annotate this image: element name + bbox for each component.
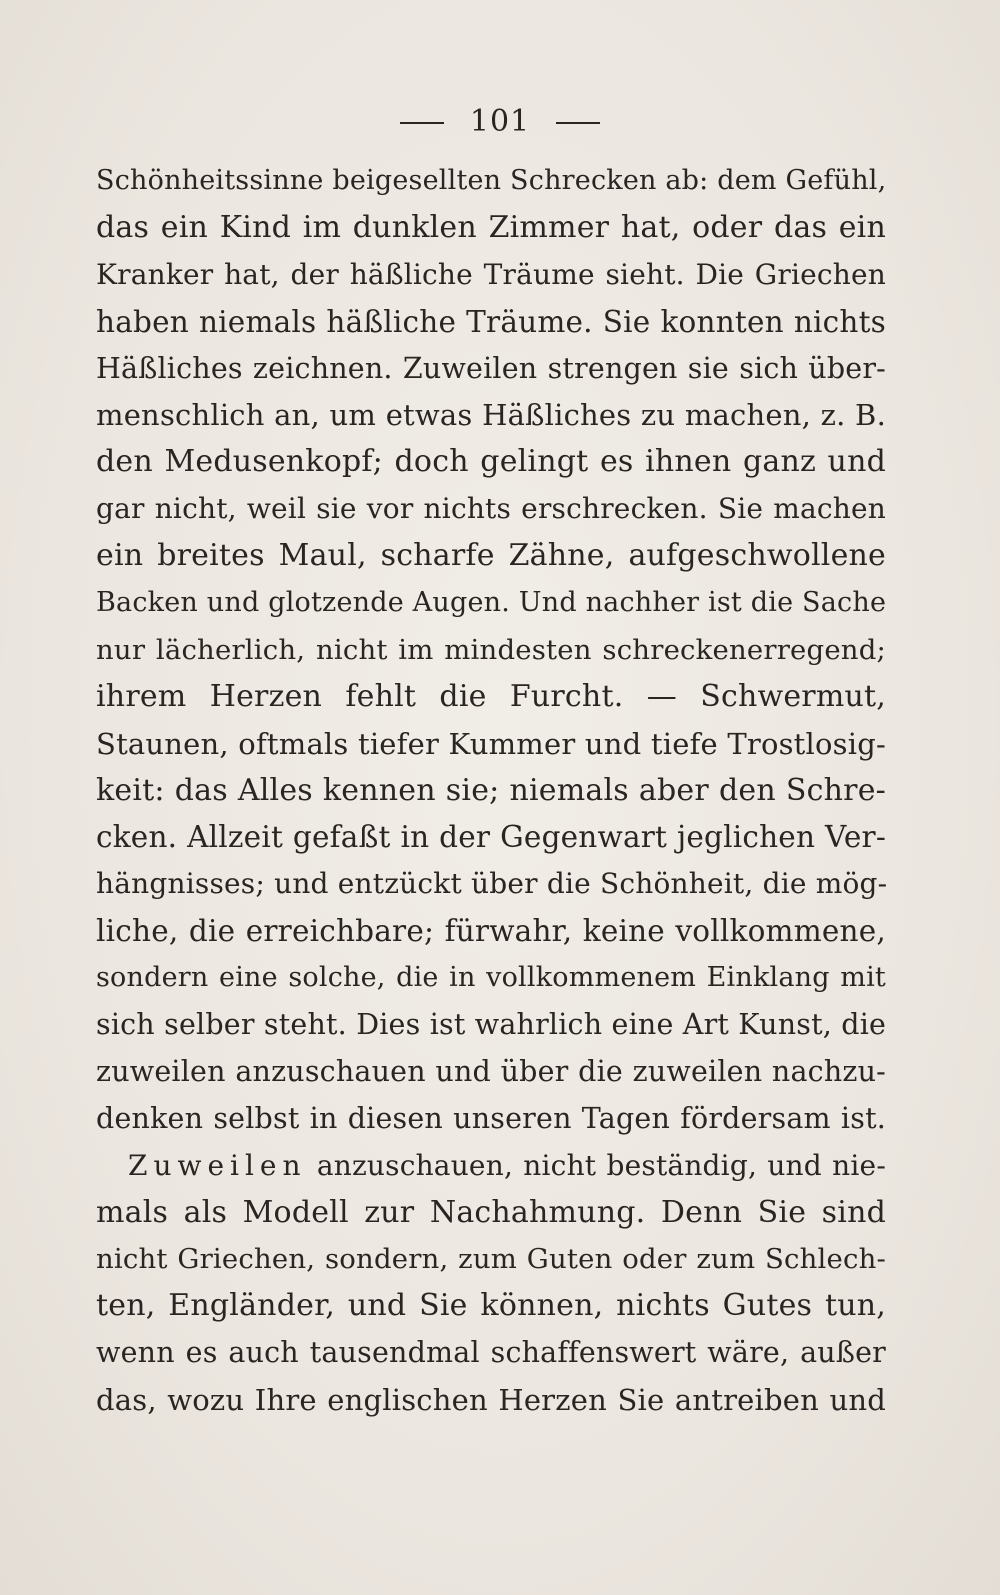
text-line: haben niemals häßliche Träume. Sie konnten nichts xyxy=(96,304,886,339)
text-line: wenn es auch tausendmal schaffenswert wäre, außer xyxy=(96,1336,886,1370)
text-line: mals als Modell zur Nachahmung. Denn Sie sind xyxy=(96,1194,886,1230)
paragraph-first-line xyxy=(96,1143,886,1190)
page-body-text xyxy=(96,158,886,1424)
text-line: nicht Griechen, sondern, zum Guten oder zum Schlech- xyxy=(96,1243,886,1276)
text-line: denken selbst in diesen unseren Tagen fördersam ist. xyxy=(96,1101,886,1135)
text-line: ihrem Herzen fehlt die Furcht. — Schwermut, xyxy=(96,678,886,714)
text-line: nur lächerlich, nicht im mindesten schreckenerregend; xyxy=(96,633,886,666)
text-line: zuweilen anzuschauen und über die zuweilen nachzu- xyxy=(96,1054,886,1088)
text-line: menschlich an, um etwas Häßliches zu machen, z. B. xyxy=(96,398,886,433)
header-dash-right xyxy=(556,122,600,124)
text-line: Kranker hat, der häßliche Träume sieht. Die Griechen xyxy=(96,257,886,291)
emphasized-word: Zuweilen xyxy=(128,1148,307,1182)
text-line: hängnisses; und entzückt über die Schönheit, die mög- xyxy=(96,867,888,901)
header-dash-left xyxy=(400,122,444,124)
text-line: cken. Allzeit gefaßt in der Gegenwart jeglichen Ver- xyxy=(96,820,886,855)
text-line: das ein Kind im dunklen Zimmer hat, oder das ein xyxy=(96,209,886,245)
text-line: sondern eine solche, die in vollkommenem Einklang mit xyxy=(96,962,886,994)
text-line: Schönheitssinne beigesellten Schrecken ab: dem Gefühl, xyxy=(96,165,887,196)
text-span: anzuschauen, nicht beständig, und nie- xyxy=(316,1148,886,1182)
text-line: sich selber steht. Dies ist wahrlich eine Art Kunst, die xyxy=(96,1008,887,1042)
page-header xyxy=(0,104,1000,139)
page-number: 101 xyxy=(469,104,531,139)
text-line: das, wozu Ihre englischen Herzen Sie antreiben und xyxy=(96,1383,886,1418)
text-line: Staunen, oftmals tiefer Kummer und tiefe Trostlosig- xyxy=(96,726,886,761)
text-line: Häßliches zeichnen. Zuweilen strengen sie sich über- xyxy=(96,351,886,385)
text-line: liche, die erreichbare; fürwahr, keine vollkommene, xyxy=(96,914,886,949)
text-line: den Medusenkopf; doch gelingt es ihnen ganz und xyxy=(96,444,886,480)
text-line: Backen und glotzende Augen. Und nachher ist die Sache xyxy=(96,587,887,619)
text-line: ein breites Maul, scharfe Zähne, aufgeschwollene xyxy=(96,538,886,574)
text-line: ten, Engländer, und Sie können, nichts Gutes tun, xyxy=(96,1288,886,1324)
text-line: gar nicht, weil sie vor nichts erschrecken. Sie machen xyxy=(96,492,886,526)
text-line: keit: das Alles kennen sie; niemals aber den Schre- xyxy=(96,772,886,808)
